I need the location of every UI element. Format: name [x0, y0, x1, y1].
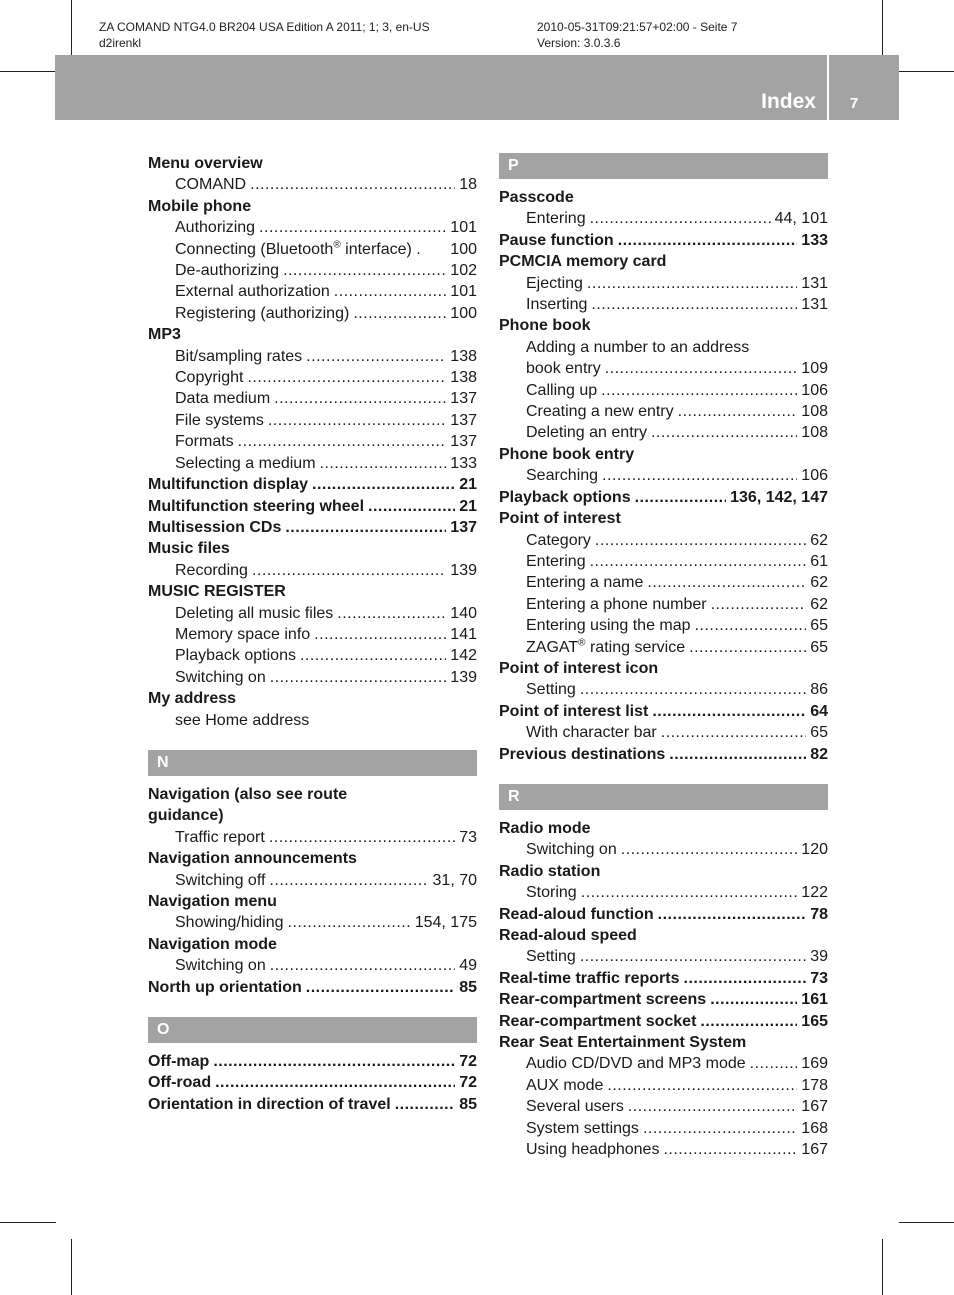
index-column-right: [499, 153, 828, 1179]
page-reference: 139: [450, 668, 477, 686]
page-reference: 169: [801, 1055, 828, 1073]
index-subentry: [148, 431, 477, 452]
entry-label: Switching on: [175, 668, 266, 686]
index-entry: Radio station: [499, 862, 601, 880]
entry-label: Copyright: [175, 369, 244, 387]
entry-label: Authorizing: [175, 219, 256, 237]
entry-label: Deleting an entry: [526, 424, 647, 442]
leader-dots: [320, 453, 447, 474]
leader-dots: [700, 1011, 797, 1032]
page-reference: 106: [801, 381, 828, 399]
leader-dots: [215, 1072, 455, 1093]
leader-dots: [590, 551, 807, 572]
page-reference: 167: [801, 1141, 828, 1159]
index-subentry: [499, 882, 828, 903]
leader-dots: [288, 912, 411, 933]
index-section: [148, 750, 477, 998]
crop-mark: [71, 1239, 72, 1295]
index-subentry: [148, 303, 477, 324]
leader-dots: [314, 624, 446, 645]
crop-mark: [0, 1222, 56, 1223]
registered-mark: ®: [333, 239, 341, 251]
leader-dots: [337, 603, 446, 624]
entry-label: File systems: [175, 411, 264, 429]
page-reference: 106: [801, 467, 828, 485]
page-reference: 21: [459, 497, 477, 515]
leader-dots: [353, 303, 446, 324]
print-meta-right: [537, 19, 737, 51]
index-subentry: [148, 388, 477, 409]
index-subentry: [499, 1096, 828, 1117]
entry-label: Playback options: [499, 488, 631, 506]
page-reference: 138: [450, 369, 477, 387]
page-title: Index: [761, 90, 816, 113]
entry-label: Rear-compartment socket: [499, 1012, 697, 1030]
index-subentry: [148, 260, 477, 281]
page-reference: 39: [810, 948, 828, 966]
entry-label: ZAGAT® rating service: [526, 637, 686, 656]
leader-dots: [580, 679, 806, 700]
entry-label: Selecting a medium: [175, 454, 316, 472]
index-entry: [499, 230, 828, 251]
index-section: [499, 153, 828, 765]
page-reference: 64: [810, 702, 828, 720]
index-entry: Mobile phone: [148, 197, 252, 215]
crop-mark: [882, 1239, 883, 1295]
index-entry: [148, 1094, 477, 1115]
index-subentry: [499, 1053, 828, 1074]
entry-label: Playback options: [175, 647, 296, 665]
index-subentry: [148, 281, 477, 302]
page-reference: 100: [450, 240, 477, 258]
page-reference: 65: [810, 724, 828, 742]
index-subentry: [148, 603, 477, 624]
leader-dots: [581, 882, 798, 903]
index-subentry: [148, 239, 477, 260]
index-subentry: Adding a number to an address: [526, 338, 750, 356]
page-reference: 141: [450, 625, 477, 643]
index-entry: My address: [148, 690, 237, 708]
section-letter-heading: R: [499, 784, 828, 810]
page-reference: 168: [801, 1119, 828, 1137]
page-reference: 65: [810, 638, 828, 656]
index-subentry: [499, 465, 828, 486]
leader-dots: [395, 1094, 456, 1115]
index-entry: MUSIC REGISTER: [148, 583, 286, 601]
page-reference: 122: [801, 884, 828, 902]
leader-dots: [306, 977, 455, 998]
leader-dots: [689, 637, 806, 658]
index-section: [148, 153, 477, 731]
leader-dots: [605, 358, 798, 379]
index-entry: Point of interest icon: [499, 659, 659, 677]
leader-dots: [238, 431, 447, 452]
entry-label: Ejecting: [526, 274, 583, 292]
page-reference: 154, 175: [414, 914, 477, 932]
page-reference: 109: [801, 360, 828, 378]
index-subentry: [148, 624, 477, 645]
leader-dots: [580, 946, 806, 967]
index-subentry: see Home address: [175, 711, 310, 729]
leader-dots: [590, 208, 771, 229]
index-entry: [499, 989, 828, 1010]
leader-dots: [684, 968, 807, 989]
entry-label: North up orientation: [148, 978, 302, 996]
page-reference: 101: [450, 283, 477, 301]
entry-label: Several users: [526, 1098, 624, 1116]
crop-mark: [899, 71, 954, 72]
entry-label: COMAND: [175, 176, 247, 194]
index-entry: [499, 701, 828, 722]
leader-dots: [601, 380, 797, 401]
index-subentry: [499, 572, 828, 593]
page-reference: 137: [450, 518, 477, 536]
page-reference: 131: [801, 274, 828, 292]
entry-label: Using headphones: [526, 1141, 660, 1159]
header-divider: [827, 55, 829, 120]
index-subentry: [148, 955, 477, 976]
index-subentry: [148, 560, 477, 581]
index-subentry: [148, 410, 477, 431]
entry-label: De-authorizing: [175, 262, 280, 280]
leader-dots: [368, 496, 455, 517]
entry-label: External authorization: [175, 283, 330, 301]
leader-dots: [669, 744, 806, 765]
meta-line: d2irenkl: [99, 36, 142, 50]
index-subentry: [499, 208, 828, 229]
page-number: 7: [850, 95, 859, 112]
index-entry: Phone book entry: [499, 445, 635, 463]
meta-line: ZA COMAND NTG4.0 BR204 USA Edition A 2011; 1; 3, en-US: [99, 20, 430, 34]
index-subentry: [499, 679, 828, 700]
leader-dots: [695, 615, 807, 636]
entry-label: Orientation in direction of travel: [148, 1095, 391, 1113]
crop-mark: [0, 71, 56, 72]
page-reference: 78: [810, 905, 828, 923]
crop-mark: [882, 0, 883, 56]
entry-label: Showing/hiding: [175, 914, 284, 932]
leader-dots: [587, 273, 797, 294]
index-subentry: [148, 667, 477, 688]
index-entry: Navigation menu: [148, 893, 277, 910]
page-reference: 62: [810, 595, 828, 613]
page-reference: 65: [810, 617, 828, 635]
entry-label: Switching off: [175, 871, 266, 889]
page-reference: 133: [801, 231, 828, 249]
entry-label: book entry: [526, 360, 601, 378]
leader-dots: [635, 487, 727, 508]
index-subentry: [148, 367, 477, 388]
page-reference: 167: [801, 1098, 828, 1116]
index-subentry: [499, 273, 828, 294]
meta-line: 2010-05-31T09:21:57+02:00 - Seite 7: [537, 20, 738, 34]
page-reference: 102: [450, 262, 477, 280]
index-subentry: [499, 637, 828, 658]
entry-label: Pause function: [499, 231, 614, 249]
index-entry: [499, 744, 828, 765]
entry-label: Inserting: [526, 296, 588, 314]
index-entry: PCMCIA memory card: [499, 253, 667, 271]
page-reference: 161: [801, 991, 828, 1009]
leader-dots: [213, 1051, 455, 1072]
entry-label: Switching on: [526, 841, 617, 859]
registered-mark: ®: [578, 637, 586, 649]
page-reference: 73: [810, 969, 828, 987]
entry-label: Memory space info: [175, 625, 311, 643]
entry-label: Real-time traffic reports: [499, 969, 680, 987]
index-entry: Phone book: [499, 317, 591, 335]
page-reference: 138: [450, 347, 477, 365]
crop-mark: [899, 1222, 954, 1223]
index-subentry: [499, 401, 828, 422]
leader-dots: [678, 401, 798, 422]
leader-dots: [247, 367, 446, 388]
index-entry: [148, 977, 477, 998]
page-reference: 85: [459, 1095, 477, 1113]
index-entry: Rear Seat Entertainment System: [499, 1034, 747, 1052]
index-entry: [499, 968, 828, 989]
leader-dots: [663, 1139, 797, 1160]
index-entry: Passcode: [499, 189, 574, 206]
index-subentry: [499, 422, 828, 443]
page-reference: 137: [450, 411, 477, 429]
page-reference: 85: [459, 978, 477, 996]
page-reference: 137: [450, 433, 477, 451]
page-reference: 49: [459, 957, 477, 975]
leader-dots: [252, 560, 446, 581]
section-letter-heading: O: [148, 1017, 477, 1043]
leader-dots: [270, 955, 455, 976]
leader-dots: [658, 904, 807, 925]
index-subentry: [148, 827, 477, 848]
index-subentry: [499, 1139, 828, 1160]
page-reference: 120: [801, 841, 828, 859]
page-reference: 108: [801, 403, 828, 421]
leader-dots: [661, 722, 806, 743]
page-reference: 62: [810, 574, 828, 592]
page-reference: 73: [459, 828, 477, 846]
entry-label: Deleting all music files: [175, 604, 334, 622]
leader-dots: [750, 1053, 798, 1074]
page-reference: 72: [459, 1074, 477, 1092]
page-reference: 108: [801, 424, 828, 442]
meta-line: Version: 3.0.3.6: [537, 36, 621, 50]
entry-label: Entering a phone number: [526, 595, 707, 613]
index-subentry: [499, 294, 828, 315]
page-reference: 136, 142, 147: [730, 488, 828, 506]
entry-label: Switching on: [175, 957, 266, 975]
page-reference: 100: [450, 304, 477, 322]
index-entry: [148, 1072, 477, 1093]
page-reference: 62: [810, 531, 828, 549]
entry-label: Entering: [526, 552, 586, 570]
leader-dots: [595, 530, 806, 551]
leader-dots: [591, 294, 797, 315]
index-subentry: [499, 1075, 828, 1096]
index-entry: MP3: [148, 326, 181, 344]
index-subentry: [499, 594, 828, 615]
page-reference: 44, 101: [774, 210, 828, 228]
leader-dots: [285, 517, 446, 538]
index-subentry: [148, 174, 477, 195]
entry-label: Calling up: [526, 381, 598, 399]
entry-label: Multisession CDs: [148, 518, 282, 536]
index-entry: guidance): [148, 807, 224, 825]
index-section: [499, 784, 828, 1161]
entry-label: Audio CD/DVD and MP3 mode: [526, 1055, 746, 1073]
print-meta-left: [99, 19, 430, 51]
index-entry: Music files: [148, 540, 230, 558]
leader-dots: [269, 870, 428, 891]
page-reference: 131: [801, 296, 828, 314]
page-reference: 142: [450, 647, 477, 665]
entry-label: Off-road: [148, 1074, 212, 1092]
page-reference: 82: [810, 745, 828, 763]
leader-dots: [274, 388, 446, 409]
entry-label: System settings: [526, 1119, 639, 1137]
entry-label: Multifunction display: [148, 476, 308, 494]
index-subentry: [148, 453, 477, 474]
index-section: [148, 1017, 477, 1115]
index-entry: Navigation announcements: [148, 850, 357, 868]
page-reference: 61: [810, 552, 828, 570]
index-entry: Read-aloud speed: [499, 927, 637, 944]
index-entry: Navigation (also see route: [148, 785, 348, 803]
leader-dots: [300, 645, 446, 666]
index-subentry: [499, 839, 828, 860]
index-subentry: [148, 645, 477, 666]
entry-label: Read-aloud function: [499, 905, 654, 923]
entry-label: Setting: [526, 681, 576, 699]
crop-mark: [71, 0, 72, 56]
entry-label: Data medium: [175, 390, 271, 408]
leader-dots: [651, 422, 797, 443]
leader-dots: [306, 346, 446, 367]
page-reference: 72: [459, 1053, 477, 1071]
index-entry: [148, 474, 477, 495]
index-subentry: [499, 1118, 828, 1139]
page-reference: 86: [810, 681, 828, 699]
index-subentry: [499, 722, 828, 743]
entry-label: Storing: [526, 884, 577, 902]
index-entry: Menu overview: [148, 155, 263, 172]
entry-label: Category: [526, 531, 591, 549]
entry-label: Registering (authorizing): [175, 304, 350, 322]
leader-dots: [283, 260, 446, 281]
index-subentry: [499, 358, 828, 379]
index-subentry: [148, 346, 477, 367]
leader-dots: [602, 465, 797, 486]
entry-label: Traffic report: [175, 828, 265, 846]
index-subentry: [148, 912, 477, 933]
index-subentry: [499, 530, 828, 551]
index-subentry: [499, 551, 828, 572]
page-reference: 18: [459, 176, 477, 194]
leader-dots: [312, 474, 455, 495]
leader-dots: [607, 1075, 797, 1096]
index-entry: [148, 517, 477, 538]
entry-label: Recording: [175, 561, 248, 579]
leader-dots: [643, 1118, 797, 1139]
index-subentry: [148, 870, 477, 891]
index-entry: [148, 496, 477, 517]
entry-label: Connecting (Bluetooth® interface) .: [175, 239, 421, 258]
page-reference: 137: [450, 390, 477, 408]
entry-label: Rear-compartment screens: [499, 991, 707, 1009]
index-subentry: [499, 946, 828, 967]
index-entry: [499, 904, 828, 925]
page-reference: 139: [450, 561, 477, 579]
entry-label: Setting: [526, 948, 576, 966]
index-entry: Radio mode: [499, 819, 591, 837]
page-reference: 140: [450, 604, 477, 622]
leader-dots: [269, 827, 455, 848]
index-subentry: [148, 217, 477, 238]
entry-label: Bit/sampling rates: [175, 347, 303, 365]
page-reference: 31, 70: [432, 871, 477, 889]
leader-dots: [711, 594, 807, 615]
section-letter-heading: P: [499, 153, 828, 179]
leader-dots: [710, 989, 797, 1010]
page-reference: 165: [801, 1012, 828, 1030]
index-entry: Navigation mode: [148, 935, 277, 953]
section-letter-heading: N: [148, 750, 477, 776]
page-reference: 101: [450, 219, 477, 237]
index-subentry: [499, 380, 828, 401]
page-reference: 21: [459, 476, 477, 494]
leader-dots: [270, 667, 447, 688]
entry-label: AUX mode: [526, 1076, 604, 1094]
index-column-left: [148, 153, 477, 1134]
entry-label: Previous destinations: [499, 745, 666, 763]
leader-dots: [647, 572, 806, 593]
index-subentry: [499, 615, 828, 636]
entry-label: Entering using the map: [526, 617, 691, 635]
leader-dots: [268, 410, 446, 431]
index-entry: Point of interest: [499, 510, 621, 528]
leader-dots: [621, 839, 798, 860]
entry-label: With character bar: [526, 724, 657, 742]
leader-dots: [250, 174, 455, 195]
leader-dots: [628, 1096, 797, 1117]
entry-label: Entering: [526, 210, 586, 228]
entry-label: Formats: [175, 433, 234, 451]
leader-dots: [334, 281, 447, 302]
page-reference: 178: [801, 1076, 828, 1094]
index-entry: [148, 1051, 477, 1072]
index-entry: [499, 1011, 828, 1032]
entry-label: Creating a new entry: [526, 403, 674, 421]
index-entry: [499, 487, 828, 508]
leader-dots: [618, 230, 798, 251]
entry-label: Entering a name: [526, 574, 644, 592]
entry-label: Off-map: [148, 1053, 210, 1071]
leader-dots: [259, 217, 446, 238]
page-reference: 133: [450, 454, 477, 472]
entry-label: Searching: [526, 467, 599, 485]
leader-dots: [652, 701, 806, 722]
entry-label: Multifunction steering wheel: [148, 497, 365, 515]
entry-label: Point of interest list: [499, 702, 649, 720]
